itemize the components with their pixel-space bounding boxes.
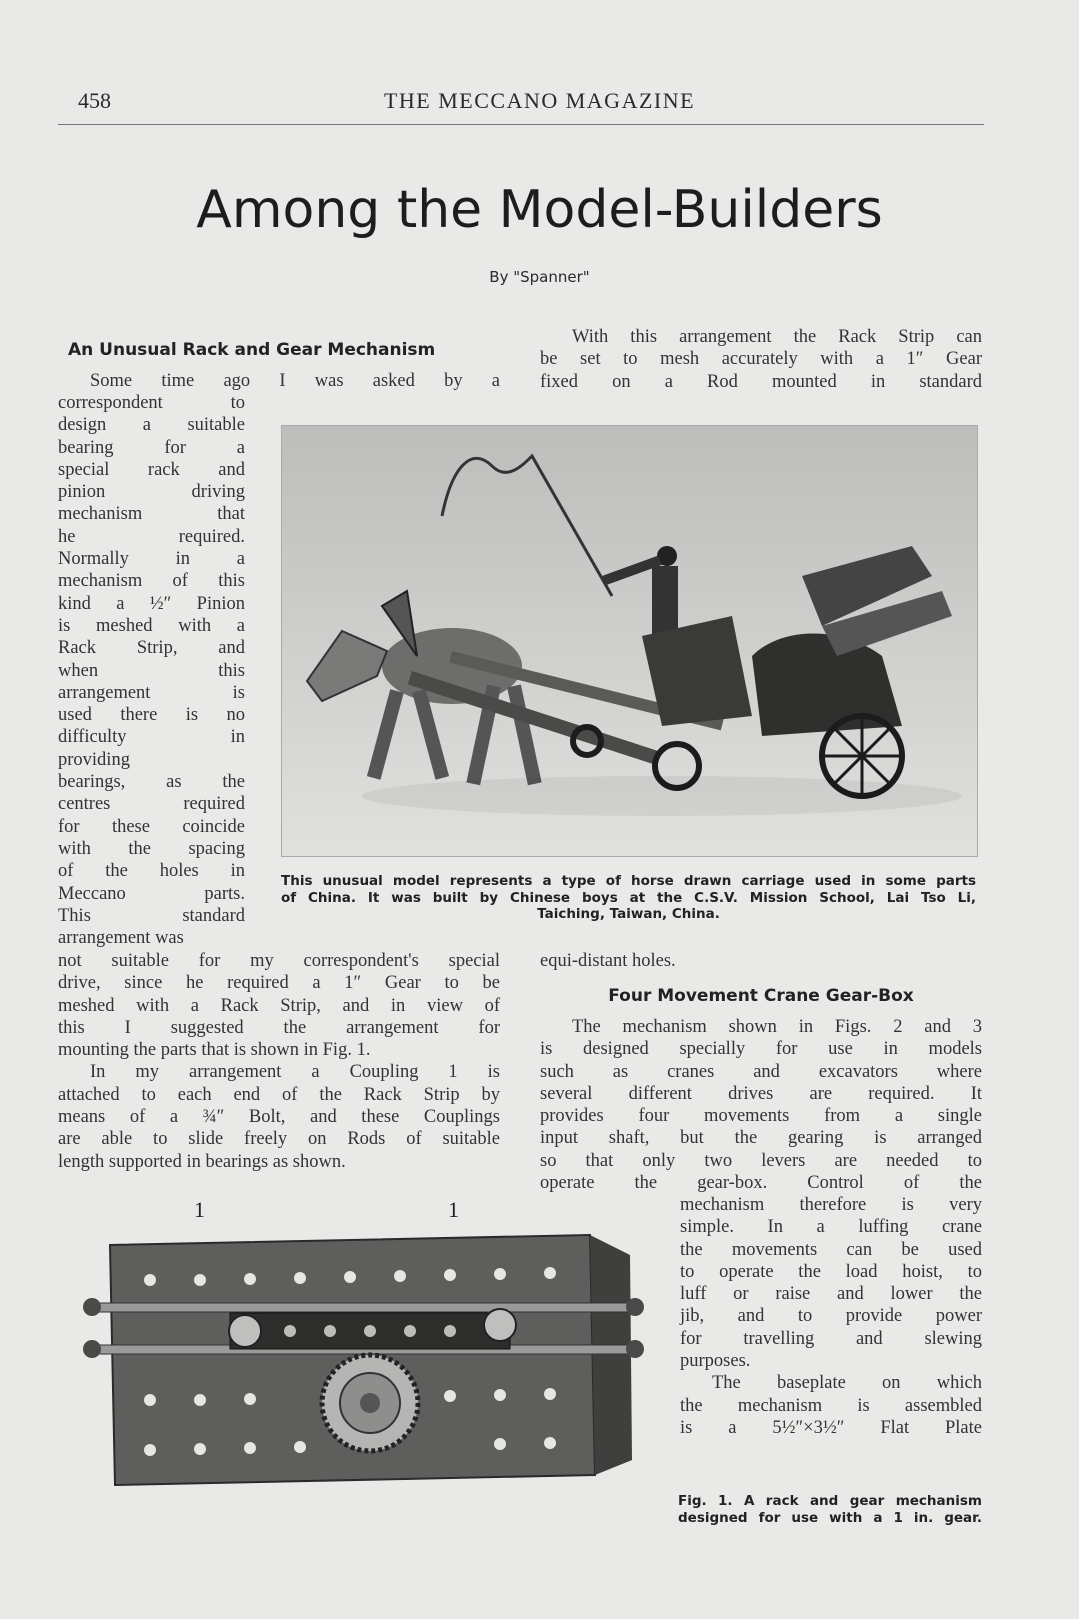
text-line: means of a ¾″ Bolt, and these Couplings	[58, 1107, 500, 1128]
horse-carriage-illustration	[282, 426, 977, 856]
text-line: the movements can be used	[680, 1239, 982, 1260]
figure-label-1-left: 1	[194, 1197, 205, 1222]
text-line: correspondent to	[58, 393, 245, 413]
rack-gear-figure	[70, 1185, 660, 1515]
text-line: This standard	[58, 905, 245, 926]
caption-line: Fig. 1. A rack and gear mechanism	[678, 1493, 982, 1509]
text-line: With this arrangement the Rack Strip can	[572, 327, 982, 347]
photo-caption	[281, 873, 976, 923]
text-line: is designed specially for use in models	[540, 1039, 982, 1060]
header-rule	[58, 124, 984, 125]
right-column-continue	[540, 950, 982, 972]
rack-gear-illustration	[70, 1185, 660, 1515]
page-number: 458	[78, 88, 111, 113]
text-line: are able to slide freely on Rods of suitable	[58, 1129, 500, 1150]
text-line: he required.	[58, 526, 245, 547]
text-line: is a 5½″×3½″ Flat Plate	[680, 1417, 982, 1438]
text-line: meshed with a Rack Strip, and in view of	[58, 995, 500, 1016]
text-line: this I suggested the arrangement for	[58, 1017, 500, 1038]
text-line: not suitable for my correspondent's special	[58, 951, 500, 971]
text-line: provides four movements from a single	[540, 1106, 982, 1127]
gearbox-text-wide	[540, 1016, 982, 1194]
text-line: kind a ½″ Pinion	[58, 593, 245, 614]
text-line: drive, since he required a 1″ Gear to be	[58, 973, 500, 994]
text-line: mechanism that	[58, 504, 245, 525]
text-line: luff or raise and lower the	[680, 1284, 982, 1305]
section-heading-rack-gear: An Unusual Rack and Gear Mechanism	[68, 340, 436, 360]
text-line: In my arrangement a Coupling 1 is	[90, 1062, 500, 1083]
text-line: the mechanism is assembled	[680, 1395, 982, 1416]
text-line: Rack Strip, and	[58, 638, 245, 659]
text-line: bearing for a	[58, 437, 245, 458]
text-line: several different drives are required. It	[540, 1083, 982, 1104]
text-line: mechanism of this	[58, 571, 245, 592]
text-line: Meccano parts.	[58, 883, 245, 904]
text-line: simple. In a luffing crane	[680, 1217, 982, 1238]
text-line: for travelling and slewing	[680, 1328, 982, 1349]
text-line: fixed on a Rod mounted in standard	[540, 371, 982, 392]
text-line: when this	[58, 660, 245, 681]
text-line: arrangement is	[58, 682, 245, 703]
text-line: input shaft, but the gearing is arranged	[540, 1128, 982, 1149]
text-line: Normally in a	[58, 549, 245, 570]
text-line: special rack and	[58, 459, 245, 480]
caption-line: of China. It was built by Chinese boys at the C.S.V. Mission School, Lai Tso Li,	[281, 889, 976, 906]
text-line: length supported in bearings as shown.	[58, 1151, 346, 1172]
text-line: is meshed with a	[58, 615, 245, 636]
article-title: Among the Model-Builders	[196, 180, 883, 240]
gearbox-text-narrow	[680, 1194, 982, 1439]
text-line: mechanism therefore is very	[680, 1195, 982, 1215]
text-line: difficulty in	[58, 727, 245, 748]
text-line: centres required	[58, 794, 245, 815]
article-byline: By "Spanner"	[489, 268, 590, 286]
text-line: used there is no	[58, 705, 245, 726]
text-line: arrangement was	[58, 928, 184, 949]
figure-caption	[678, 1493, 982, 1526]
text-line: design a suitable	[58, 415, 245, 436]
caption-line: Taiching, Taiwan, China.	[537, 906, 720, 922]
text-line: be set to mesh accurately with a 1″ Gear	[540, 349, 982, 370]
text-line: operate the gear-box. Control of the	[540, 1173, 982, 1194]
text-line: jib, and to provide power	[680, 1306, 982, 1327]
text-line: providing	[58, 749, 130, 770]
left-column-bottom	[58, 950, 500, 1173]
caption-line: This unusual model represents a type of horse drawn carriage used in some parts	[281, 873, 976, 889]
text-line: for these coincide	[58, 816, 245, 837]
horse-carriage-photo	[281, 425, 978, 857]
text-line: of the holes in	[58, 861, 245, 882]
text-line: purposes.	[680, 1351, 751, 1372]
text-line: attached to each end of the Rack Strip by	[58, 1084, 500, 1105]
text-line: pinion driving	[58, 482, 245, 503]
section-heading-gearbox: Four Movement Crane Gear-Box	[608, 986, 914, 1006]
left-column-intro	[58, 370, 500, 392]
caption-line: designed for use with a 1 in. gear.	[678, 1509, 982, 1526]
text-line: bearings, as the	[58, 772, 245, 793]
figure-label-1-right: 1	[448, 1197, 459, 1222]
text-line: so that only two levers are needed to	[540, 1150, 982, 1171]
text-line: The mechanism shown in Figs. 2 and 3	[572, 1017, 982, 1037]
text-line: such as cranes and excavators where	[540, 1061, 982, 1082]
running-head: THE MECCANO MAGAZINE	[383, 88, 696, 113]
text-line: equi-distant holes.	[540, 951, 676, 971]
left-column-narrow	[58, 392, 245, 949]
text-line: with the spacing	[58, 838, 245, 859]
right-column-top	[540, 326, 982, 393]
text-line: to operate the load hoist, to	[680, 1261, 982, 1282]
text-line: Some time ago I was asked by a	[90, 371, 500, 391]
text-line: mounting the parts that is shown in Fig. 1.	[58, 1040, 371, 1061]
text-line: The baseplate on which	[712, 1373, 982, 1394]
